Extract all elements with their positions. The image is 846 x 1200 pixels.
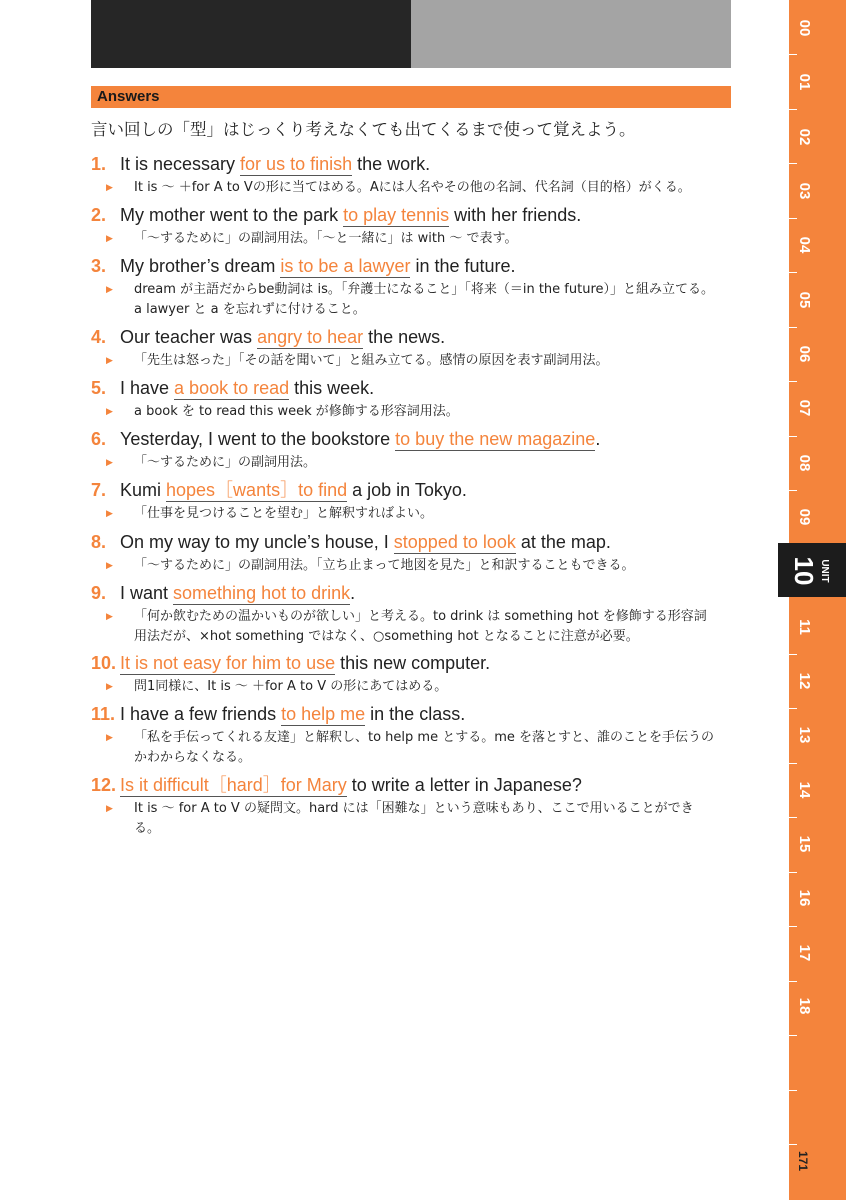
item-number: 9. <box>91 583 107 603</box>
sentence-post: the work. <box>352 154 431 174</box>
triangle-bullet-icon: ▶ <box>106 458 113 468</box>
note-text: It is ～ ＋for A to Vの形に当てはめる。Aには人名やその他の名詞、代名詞（目的格）がくる。 <box>134 180 691 195</box>
sentence-post: to write a letter in Japanese? <box>346 775 582 795</box>
unit-tab-14[interactable]: 14 <box>796 781 813 799</box>
unit-tab-02[interactable]: 02 <box>796 128 813 146</box>
tab-divider <box>789 272 797 273</box>
answer-phrase: angry to hear <box>257 327 364 347</box>
item-note <box>106 607 735 646</box>
tab-divider <box>789 872 797 873</box>
unit-tab-06[interactable]: 06 <box>796 345 813 363</box>
unit-tab-13[interactable]: 13 <box>796 726 813 744</box>
item-sentence <box>120 478 467 502</box>
triangle-bullet-icon: ▶ <box>106 509 113 519</box>
unit-tab-05[interactable]: 05 <box>796 291 813 309</box>
triangle-bullet-icon: ▶ <box>106 234 113 244</box>
sentence-pre: Kumi <box>120 480 167 500</box>
sentence-post: this new computer. <box>335 653 491 673</box>
note-line <box>106 402 735 422</box>
sentence-pre: I have a few friends <box>120 704 282 724</box>
unit-tab-11[interactable]: 11 <box>796 619 813 635</box>
unit-tab-09[interactable]: 09 <box>796 508 813 526</box>
note-text: る。 <box>134 821 161 836</box>
note-text: 「～するために」の副詞用法。「立ち止まって地図を見た」と和訳することもできる。 <box>134 558 635 573</box>
active-unit-number: 10 <box>789 556 819 586</box>
answer-phrase: It is not easy for him to use <box>120 653 336 673</box>
item-note <box>106 402 735 422</box>
triangle-bullet-icon: ▶ <box>106 285 113 295</box>
triangle-bullet-icon: ▶ <box>106 407 113 417</box>
item-number: 2. <box>91 205 107 225</box>
item-note <box>106 504 735 524</box>
item-number: 4. <box>91 327 107 347</box>
sentence-post: in the class. <box>365 704 466 724</box>
item-note <box>106 280 735 319</box>
note-line <box>106 728 735 748</box>
unit-tab-07[interactable]: 07 <box>796 399 813 417</box>
item-note <box>106 351 735 371</box>
note-line <box>120 300 735 319</box>
item-sentence <box>120 427 600 451</box>
note-line <box>106 280 735 300</box>
intro-text: 言い回しの「型」はじっくり考えなくても出てくるまで使って覚えよう。 <box>91 120 636 139</box>
sentence-post: at the map. <box>515 532 611 552</box>
triangle-bullet-icon: ▶ <box>106 183 113 193</box>
note-text: 「先生は怒った」「その話を聞いて」と組み立てる。感情の原因を表す副詞用法。 <box>134 353 609 368</box>
answer-phrase: for us to finish <box>240 154 353 174</box>
answer-phrase: to play tennis <box>343 205 450 225</box>
unit-tab-01[interactable]: 01 <box>796 73 813 91</box>
page-number: 171 <box>796 1151 810 1172</box>
tab-divider <box>789 109 797 110</box>
item-sentence <box>120 581 355 605</box>
sentence-post: this week. <box>289 378 375 398</box>
triangle-bullet-icon: ▶ <box>106 733 113 743</box>
tab-divider <box>789 981 797 982</box>
note-line <box>106 504 735 524</box>
note-text: a book を to read this week が修飾する形容詞用法。 <box>134 404 459 419</box>
sentence-pre: Our teacher was <box>120 327 258 347</box>
answer-phrase: something hot to drink <box>173 583 351 603</box>
item-note <box>106 229 735 249</box>
note-text: 「仕事を見つけることを望む」と解釈すればよい。 <box>134 506 434 521</box>
unit-tab-04[interactable]: 04 <box>796 236 813 254</box>
answers-heading: Answers <box>91 86 731 108</box>
item-note <box>106 178 735 198</box>
sentence-pre: My brother’s dream <box>120 256 281 276</box>
item-number: 7. <box>91 480 107 500</box>
item-sentence <box>120 203 581 227</box>
note-line <box>106 556 735 576</box>
sentence-pre: I want <box>120 583 174 603</box>
tab-divider <box>789 926 797 927</box>
item-note <box>106 728 735 767</box>
item-sentence <box>120 325 445 349</box>
sentence-pre: Yesterday, I went to the bookstore <box>120 429 396 449</box>
note-text: dream が主語だからbe動詞は is。「弁護士になること」「将来（＝in the future）」と組み立てる。 <box>134 282 714 297</box>
answer-phrase: is to be a lawyer <box>280 256 411 276</box>
sentence-post: . <box>595 429 601 449</box>
item-sentence <box>120 702 465 726</box>
unit-tab-00[interactable]: 00 <box>796 19 813 37</box>
item-sentence <box>120 376 374 400</box>
item-note <box>106 556 735 576</box>
tab-divider <box>789 1090 797 1091</box>
sentence-post: with her friends. <box>449 205 582 225</box>
item-note <box>106 453 735 473</box>
unit-tab-17[interactable]: 17 <box>796 944 813 962</box>
note-text: It is ～ for A to V の疑問文。hard には「困難な」という意味もあり、ここで用いることができ <box>134 801 694 816</box>
note-text: 「何か飲むための温かいものが欲しい」と考える。to drink は something hot を修飾する形容詞 <box>134 609 707 624</box>
sentence-pre: On my way to my uncle’s house, I <box>120 532 394 552</box>
tab-divider <box>789 218 797 219</box>
sentence-post: the news. <box>363 327 446 347</box>
note-line <box>120 819 735 838</box>
tab-divider <box>789 1035 797 1036</box>
note-line <box>106 178 735 198</box>
tab-divider <box>789 817 797 818</box>
item-number: 10. <box>91 653 117 673</box>
triangle-bullet-icon: ▶ <box>106 356 113 366</box>
sentence-post: a job in Tokyo. <box>347 480 467 500</box>
note-text: 「私を手伝ってくれる友達」と解釈し、to help me とする。me を落とすと、誰のことを手伝うの <box>134 730 715 745</box>
sentence-pre: I have <box>120 378 175 398</box>
tab-divider <box>789 763 797 764</box>
item-number: 11. <box>91 704 116 724</box>
item-number: 3. <box>91 256 107 276</box>
item-note <box>106 799 735 838</box>
item-sentence <box>120 530 611 554</box>
sentence-post: . <box>350 583 356 603</box>
item-note <box>106 677 735 697</box>
item-sentence <box>120 651 490 675</box>
note-text: 問1同様に、It is ～ ＋for A to V の形にあてはめる。 <box>134 679 448 694</box>
item-number: 12. <box>91 775 117 795</box>
triangle-bullet-icon: ▶ <box>106 612 113 622</box>
triangle-bullet-icon: ▶ <box>106 804 113 814</box>
answer-phrase: stopped to look <box>393 532 516 552</box>
unit-tab-16[interactable]: 16 <box>796 889 813 907</box>
sentence-pre: My mother went to the park <box>120 205 344 225</box>
note-text: 「～するために」の副詞用法。「～と一緒に」は with ～ で表す。 <box>134 231 518 246</box>
note-line <box>120 748 735 767</box>
triangle-bullet-icon: ▶ <box>106 561 113 571</box>
tab-divider <box>789 327 797 328</box>
answer-phrase: hopes［wants］to find <box>166 480 348 500</box>
tab-divider <box>789 436 797 437</box>
unit-tab-08[interactable]: 08 <box>796 454 813 472</box>
item-number: 1. <box>91 154 107 174</box>
unit-tab-15[interactable]: 15 <box>796 835 813 853</box>
item-number: 6. <box>91 429 107 449</box>
tab-divider <box>789 1144 797 1145</box>
note-text: a lawyer と a を忘れずに付けること。 <box>134 302 366 317</box>
note-line <box>106 453 735 473</box>
item-number: 5. <box>91 378 107 398</box>
answer-phrase: to help me <box>281 704 366 724</box>
item-sentence <box>120 254 516 278</box>
tab-divider <box>789 54 797 55</box>
note-text: 用法だが、×hot something ではなく、○something hot となることに注意が必要。 <box>134 629 639 644</box>
answer-phrase: to buy the new magazine <box>395 429 596 449</box>
note-line <box>106 229 735 249</box>
note-line <box>106 677 735 697</box>
active-unit-label: UNIT <box>819 559 830 583</box>
answer-phrase: a book to read <box>174 378 290 398</box>
item-sentence <box>120 152 430 176</box>
item-sentence <box>120 773 582 797</box>
tab-divider <box>789 490 797 491</box>
sentence-post: in the future. <box>410 256 516 276</box>
note-line <box>106 607 735 627</box>
tab-divider <box>789 708 797 709</box>
unit-tab-12[interactable]: 12 <box>796 672 813 690</box>
note-line <box>120 627 735 646</box>
unit-tab-03[interactable]: 03 <box>796 182 813 200</box>
note-line <box>106 799 735 819</box>
note-line <box>106 351 735 371</box>
tab-divider <box>789 381 797 382</box>
unit-tab-18[interactable]: 18 <box>796 997 813 1015</box>
sentence-pre: It is necessary <box>120 154 241 174</box>
answer-phrase: Is it difficult［hard］for Mary <box>120 775 347 795</box>
tab-divider <box>789 163 797 164</box>
tab-divider <box>789 654 797 655</box>
triangle-bullet-icon: ▶ <box>106 682 113 692</box>
note-text: かわからなくなる。 <box>134 750 252 765</box>
note-text: 「～するために」の副詞用法。 <box>134 455 317 470</box>
item-number: 8. <box>91 532 107 552</box>
active-unit-tab[interactable] <box>778 543 846 597</box>
